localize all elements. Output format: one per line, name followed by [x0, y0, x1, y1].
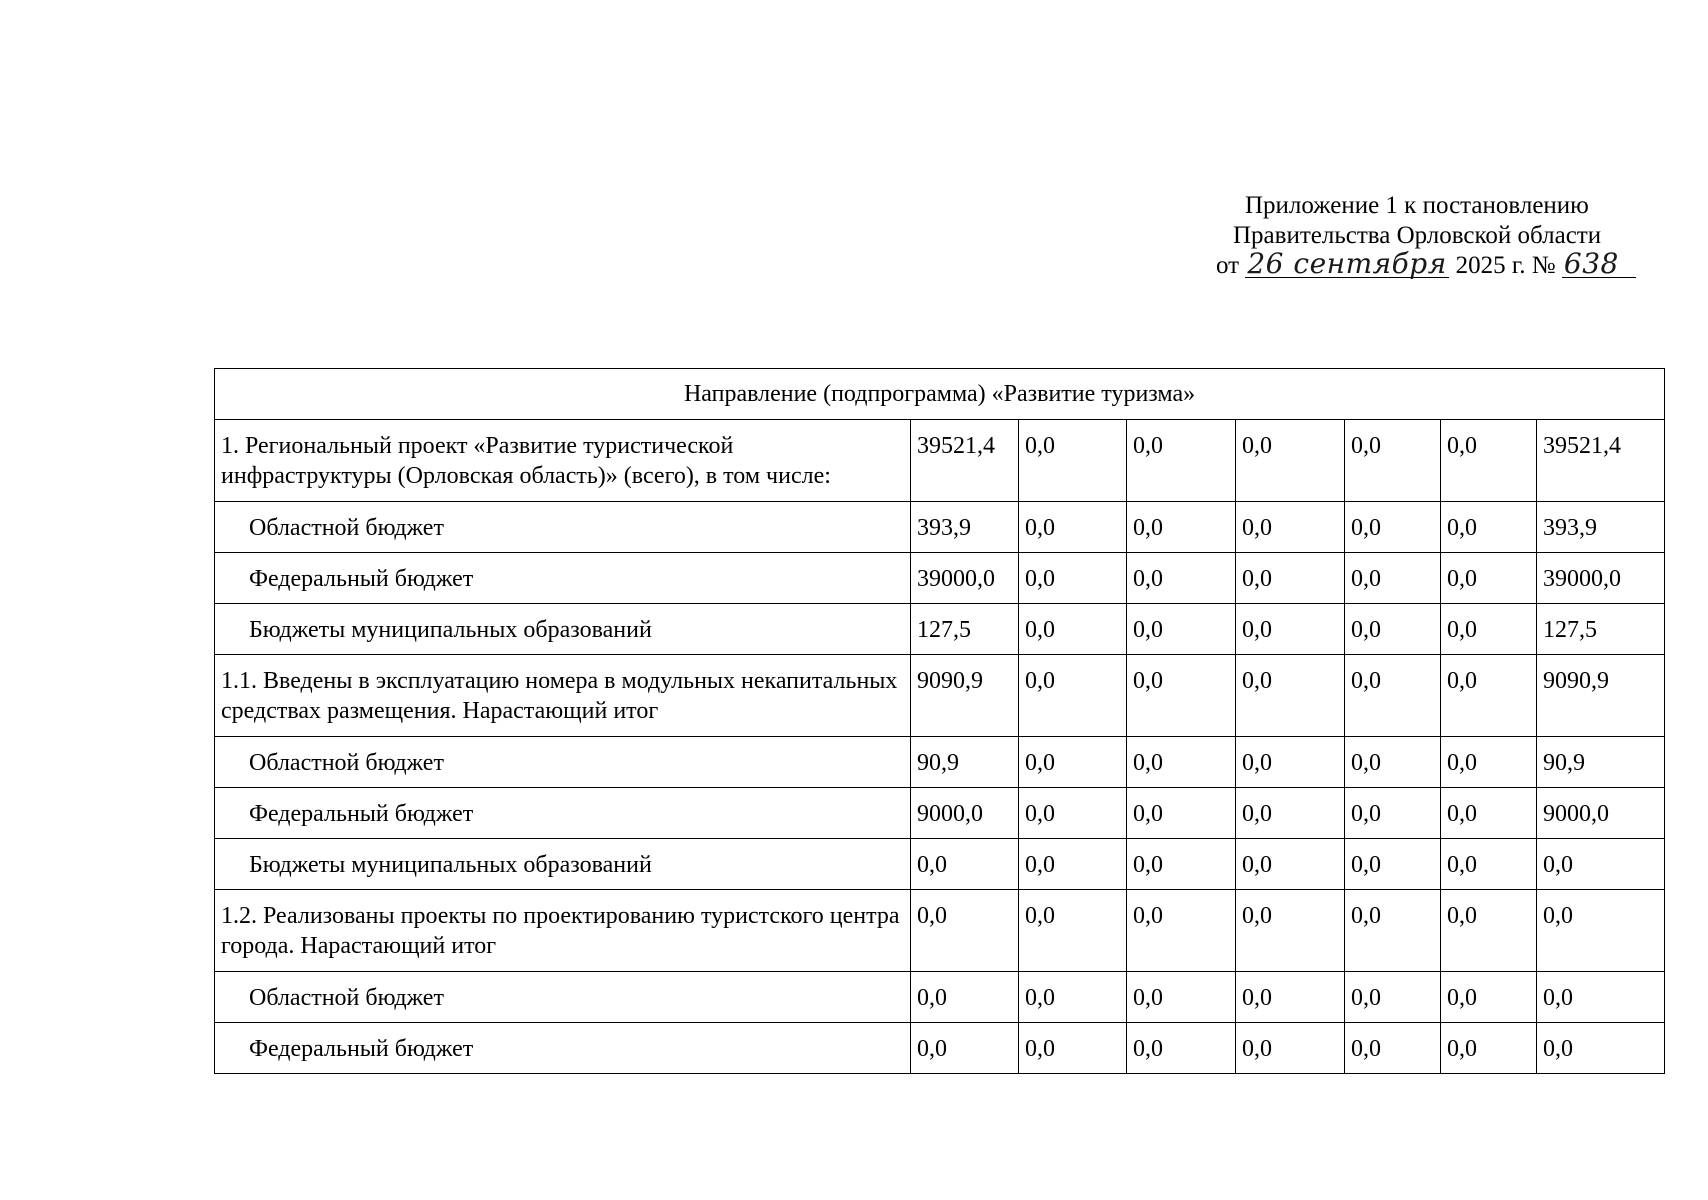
- value-cell: 0,0: [1127, 788, 1236, 839]
- budget-table: [214, 368, 1665, 1074]
- value-cell: 0,0: [1127, 502, 1236, 553]
- value-cell: 0,0: [1019, 553, 1127, 604]
- value-cell: 9000,0: [911, 788, 1019, 839]
- value-cell: 39000,0: [1537, 553, 1665, 604]
- value-cell: 0,0: [1019, 420, 1127, 502]
- value-cell: 0,0: [1345, 839, 1441, 890]
- value-cell: 0,0: [1441, 737, 1537, 788]
- row-label: Бюджеты муниципальных образований: [215, 604, 911, 655]
- value-cell: 0,0: [1537, 1023, 1665, 1074]
- value-cell: 127,5: [1537, 604, 1665, 655]
- value-cell: 0,0: [1345, 1023, 1441, 1074]
- row-label: Областной бюджет: [215, 972, 911, 1023]
- year-label: 2025 г. №: [1455, 252, 1556, 279]
- value-cell: 0,0: [1127, 420, 1236, 502]
- value-cell: 0,0: [1441, 1023, 1537, 1074]
- table-title: Направление (подпрограмма) «Развитие туризма»: [215, 369, 1665, 420]
- value-cell: 0,0: [911, 972, 1019, 1023]
- row-label: 1. Региональный проект «Развитие туристической инфраструктуры (Орловская область)» (всего), в том числе:: [215, 420, 911, 502]
- table-row: [215, 604, 1665, 655]
- value-cell: 0,0: [1441, 972, 1537, 1023]
- date-prefix: от: [1216, 252, 1240, 279]
- row-label: Федеральный бюджет: [215, 1023, 911, 1074]
- value-cell: 0,0: [1345, 604, 1441, 655]
- table-row: [215, 890, 1665, 972]
- value-cell: 0,0: [1236, 839, 1345, 890]
- value-cell: 9000,0: [1537, 788, 1665, 839]
- value-cell: 0,0: [1441, 420, 1537, 502]
- value-cell: 0,0: [1345, 737, 1441, 788]
- table-row: [215, 1023, 1665, 1074]
- value-cell: 39000,0: [911, 553, 1019, 604]
- value-cell: 0,0: [1441, 788, 1537, 839]
- value-cell: 0,0: [1019, 788, 1127, 839]
- value-cell: 0,0: [1127, 890, 1236, 972]
- value-cell: 39521,4: [911, 420, 1019, 502]
- value-cell: 0,0: [1537, 890, 1665, 972]
- value-cell: 0,0: [1127, 737, 1236, 788]
- value-cell: 0,0: [1345, 972, 1441, 1023]
- value-cell: 0,0: [1019, 604, 1127, 655]
- value-cell: 0,0: [1019, 737, 1127, 788]
- appendix-title: Приложение 1 к постановлению: [1245, 192, 1589, 219]
- value-cell: 0,0: [1345, 420, 1441, 502]
- value-cell: 39521,4: [1537, 420, 1665, 502]
- value-cell: 0,0: [1019, 1023, 1127, 1074]
- value-cell: 0,0: [1236, 502, 1345, 553]
- value-cell: 0,0: [1127, 553, 1236, 604]
- table-row: [215, 420, 1665, 502]
- table-row: [215, 502, 1665, 553]
- table-row: [215, 972, 1665, 1023]
- value-cell: 0,0: [1236, 1023, 1345, 1074]
- document-header: [1170, 191, 1670, 281]
- row-label: Федеральный бюджет: [215, 788, 911, 839]
- value-cell: 393,9: [911, 502, 1019, 553]
- value-cell: 393,9: [1537, 502, 1665, 553]
- value-cell: 0,0: [1127, 839, 1236, 890]
- row-label: 1.2. Реализованы проекты по проектированию туристского центра города. Нарастающий итог: [215, 890, 911, 972]
- table-row: [215, 553, 1665, 604]
- value-cell: 0,0: [1019, 655, 1127, 737]
- value-cell: 0,0: [1236, 604, 1345, 655]
- value-cell: 0,0: [1345, 890, 1441, 972]
- table-row: [215, 737, 1665, 788]
- value-cell: 0,0: [1019, 890, 1127, 972]
- value-cell: 0,0: [1345, 502, 1441, 553]
- value-cell: 0,0: [1345, 788, 1441, 839]
- value-cell: 0,0: [1019, 502, 1127, 553]
- row-label: Бюджеты муниципальных образований: [215, 839, 911, 890]
- value-cell: 0,0: [1127, 1023, 1236, 1074]
- table-row: [215, 839, 1665, 890]
- value-cell: 0,0: [1019, 972, 1127, 1023]
- value-cell: 9090,9: [911, 655, 1019, 737]
- table-row: [215, 655, 1665, 737]
- value-cell: 0,0: [1441, 604, 1537, 655]
- value-cell: 0,0: [1537, 972, 1665, 1023]
- value-cell: 0,0: [1441, 655, 1537, 737]
- value-cell: 0,0: [1236, 788, 1345, 839]
- value-cell: 0,0: [911, 839, 1019, 890]
- value-cell: 0,0: [911, 1023, 1019, 1074]
- value-cell: 0,0: [1236, 972, 1345, 1023]
- handwritten-number: 638: [1562, 251, 1636, 278]
- value-cell: 0,0: [1127, 655, 1236, 737]
- value-cell: 0,0: [1441, 839, 1537, 890]
- value-cell: 0,0: [1236, 890, 1345, 972]
- government-name: Правительства Орловской области: [1233, 222, 1602, 249]
- value-cell: 0,0: [1345, 655, 1441, 737]
- value-cell: 9090,9: [1537, 655, 1665, 737]
- value-cell: 0,0: [1537, 839, 1665, 890]
- value-cell: 0,0: [1019, 839, 1127, 890]
- value-cell: 0,0: [1236, 420, 1345, 502]
- row-label: Федеральный бюджет: [215, 553, 911, 604]
- value-cell: 0,0: [1236, 553, 1345, 604]
- value-cell: 0,0: [1127, 972, 1236, 1023]
- value-cell: 127,5: [911, 604, 1019, 655]
- value-cell: 0,0: [1441, 502, 1537, 553]
- value-cell: 0,0: [1345, 553, 1441, 604]
- value-cell: 0,0: [1441, 553, 1537, 604]
- value-cell: 90,9: [1537, 737, 1665, 788]
- decree-date-line: [1170, 247, 1670, 281]
- value-cell: 0,0: [1236, 655, 1345, 737]
- value-cell: 0,0: [1127, 604, 1236, 655]
- value-cell: 0,0: [1441, 890, 1537, 972]
- handwritten-date: 26 сентября: [1245, 251, 1449, 278]
- row-label: Областной бюджет: [215, 737, 911, 788]
- row-label: Областной бюджет: [215, 502, 911, 553]
- row-label: 1.1. Введены в эксплуатацию номера в модульных некапитальных средствах размещения. Нарастающий итог: [215, 655, 911, 737]
- value-cell: 0,0: [911, 890, 1019, 972]
- value-cell: 0,0: [1236, 737, 1345, 788]
- table-row: [215, 788, 1665, 839]
- value-cell: 90,9: [911, 737, 1019, 788]
